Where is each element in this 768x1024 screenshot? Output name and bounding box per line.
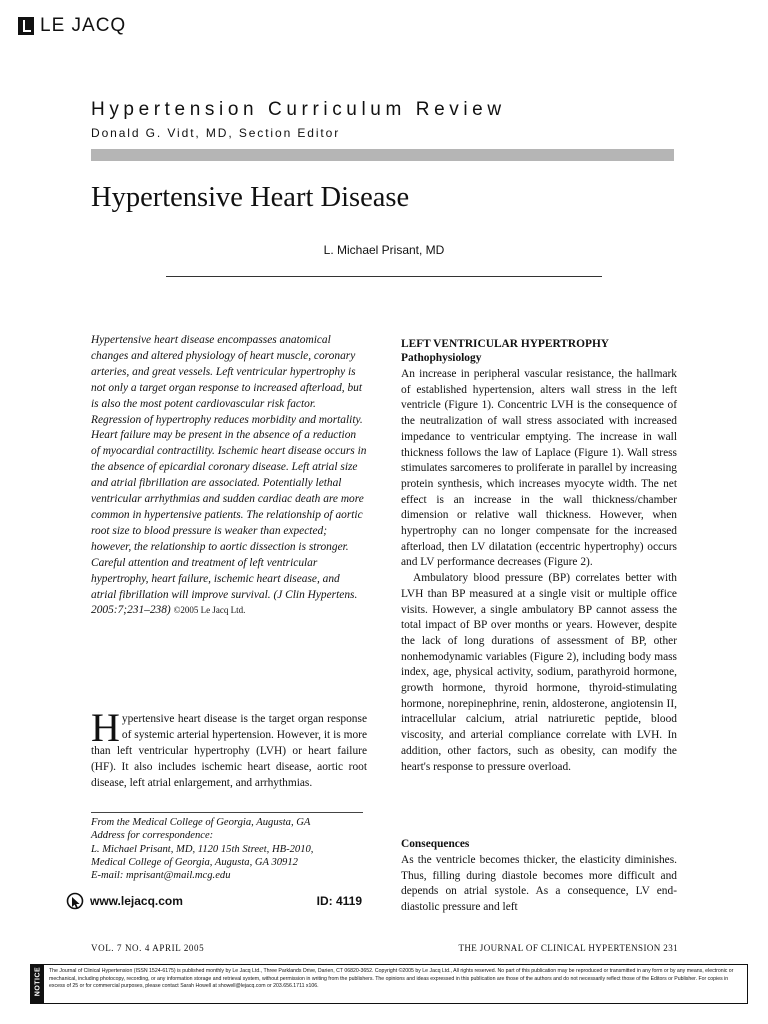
pathophysiology-body [401,367,677,775]
body-paragraph-3: As the ventricle becomes thicker, the elasticity diminishes. Thus, filling during diastole becomes more difficult and depends on atrial systole. As a consequence, LV end-diastolic pressure and left [401,854,677,914]
affiliation-email[interactable]: E-mail: mprisant@mail.mcg.edu [91,870,231,882]
web-url-link[interactable]: www.lejacq.com [90,894,183,908]
article-title: Hypertensive Heart Disease [91,182,410,213]
affiliation-rule [91,812,363,813]
web-reference [66,890,366,914]
introduction-text: ypertensive heart disease is the target organ response of systemic arterial hypertension. However, it is more than left ventricular hypertrophy (LVH) or heart failure (HF). It also includes ischemic heart disease, aortic root disease, left atrial enlargement, and arrhythmias. [91,713,367,789]
section-title: Hypertension Curriculum Review [91,99,506,120]
section-editor: Donald G. Vidt, MD, Section Editor [91,126,341,140]
affiliation-block [91,816,371,882]
article-author: L. Michael Prisant, MD [323,243,445,257]
body-paragraph-2: Ambulatory blood pressure (BP) correlates better with LVH than BP measured at a single visit or multiple office visits. However, a single ambulatory BP cannot assess the total impact of BP over months or years. However, despite the lack of long durations of assessment of BP, other nonhemodynamic variables (Figure 2), including body mass index, age, physical activity, sodium, parathyroid hormone, growth hormone, thyroid hormone, thyroid-stimulating hormone, norepinephrine, renin, aldosterone, angiotensin II, intracellular calcium, atrial natriuretic peptide, blood viscosity, and arterial compliance correlate with LVH. In addition, other factors, such as obesity, can modify the heart's response to pressure overload. [401,572,677,773]
notice-tab [31,965,44,1003]
subheading-pathophysiology: Pathophysiology [401,352,482,364]
title-rule [166,276,602,277]
notice-text: The Journal of Clinical Hypertension (ISSN 1524-6175) is published monthly by Le Jacq Ltd., Three Parklands Drive, Darien, CT 06820-3652. Copyright ©2005 by Le Jacq Ltd., All rights reserved. No part of this publication may be reproduced or transmitted in any form or by any means, electronic or mechanical, including photocopy, recording, or any information storage and retrieval system, without permission in writing from the publishers. The opinions and ideas expressed in this publication are those of the authors and do not necessarily reflect those of the Editors or Publisher. For copies in excess of 25 or for commercial purposes, please contact Sarah Howell at showell@lejacq.com or 203.656.1711 x106. [49,968,734,990]
abstract-copyright: ©2005 Le Jacq Ltd. [173,605,246,616]
affiliation-address-label: Address for correspondence: [91,830,214,842]
publisher-logo [18,14,126,38]
abstract-text: Hypertensive heart disease encompasses anatomical changes and altered physiology of heart muscle, coronary arteries, and great vessels. Left ventricular hypertrophy is not only a target organ response to increased afterload, but is also the most potent cardiovascular risk factor. Regression of hypertrophy reduces morbidity and mortality. Heart failure may be present in the absence of a reduction of myocardial contractility. Ischemic heart disease occurs in the absence of epicardial coronary disease. Left atrial size and atrial fibrillation are associated. Potentially lethal ventricular arrhythmias and sudden cardiac death are more common in hypertensive patients. The relationship of aortic root size to blood pressure is weaker than expected; however, the relationship to aortic dissection is stronger. Careful attention and treatment of left ventricular hypertrophy, heart failure, ischemic heart disease, and atrial fibrillation will improve survival. (J Clin Hypertens. 2005:7;231–238) [91,334,367,617]
affiliation-address-line-1: L. Michael Prisant, MD, 1120 15th Street, HB-2010, [91,843,314,855]
footer-journal-page: THE JOURNAL OF CLINICAL HYPERTENSION 231 [458,943,678,953]
article-id: ID: 4119 [316,894,362,908]
notice-box [30,964,748,1004]
cursor-arrow-icon [66,892,86,912]
lejacq-logo-icon [18,17,34,35]
body-paragraph-1: An increase in peripheral vascular resistance, the hallmark of established hypertension, alters wall stress in the left ventricle (Figure 1). Concentric LVH is the consequence of the neutralization of wall stress associated with increased impedance to ventricular emptying. The increase in wall thickness follows the law of Laplace (Figure 1). Wall stress stimulates sarcomeres to proliferate in parallel by increasing protein synthesis, which increases myocyte width. The net effect is an increase in the wall thickness/chamber dimension or relative wall thickness. However, when hypertrophy can no longer compensate for the increased afterload, then LV dilatation (eccentric hypertrophy) occurs and LV performance decreases (Figure 2). [401,368,677,569]
consequences-body [401,853,677,916]
subheading-consequences: Consequences [401,838,470,850]
drop-cap: H [91,705,120,750]
section-heading-lvh: LEFT VENTRICULAR HYPERTROPHY [401,338,610,350]
footer-volume: VOL. 7 NO. 4 APRIL 2005 [91,943,205,953]
abstract [91,333,367,619]
affiliation-address-line-2: Medical College of Georgia, Augusta, GA 30912 [91,856,298,868]
affiliation-from: From the Medical College of Georgia, Augusta, GA [91,817,311,828]
section-divider-bar [91,149,674,161]
introduction-paragraph [91,705,367,791]
notice-label: NOTICE [34,966,42,997]
publisher-logo-text: LE JACQ [40,15,127,36]
